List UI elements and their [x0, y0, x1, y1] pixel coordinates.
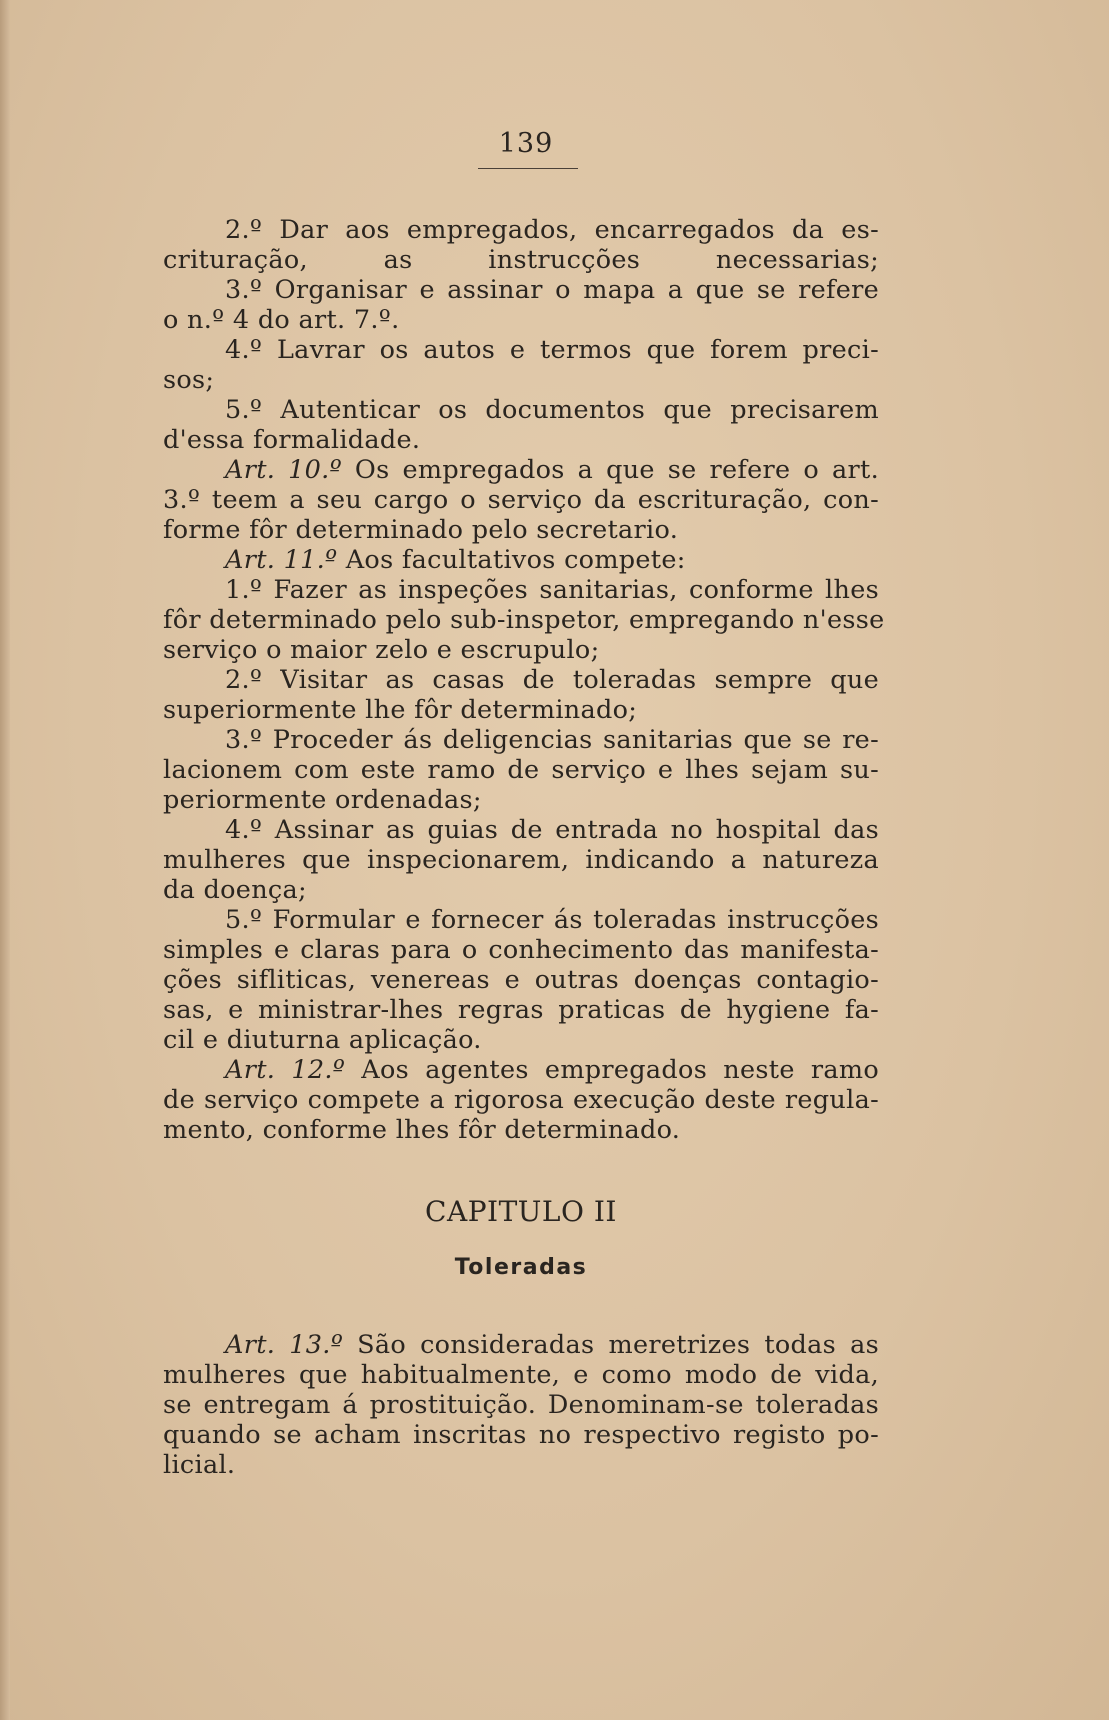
text-line: se entregam á prostituição. Denominam-se toleradas — [163, 1390, 879, 1420]
text-line: licial. — [163, 1450, 236, 1480]
text-line: mulheres que inspecionarem, indicando a natureza — [163, 845, 879, 875]
text-line: sas, e ministrar-lhes regras praticas de hygiene fa- — [163, 995, 879, 1025]
text-line: 3.º Proceder ás deligencias sanitarias que se re- — [225, 725, 879, 755]
article-heading-line: Art. 12.º Aos agentes empregados neste ramo — [225, 1055, 880, 1085]
article-heading-line: Art. 13.º São consideradas meretrizes todas as — [225, 1330, 879, 1360]
section-title: Toleradas — [454, 1255, 588, 1280]
article-heading-line: Art. 10.º Os empregados a que se refere o art. — [225, 455, 879, 485]
article-heading-line: Art. 11.º Aos facultativos compete: — [225, 545, 686, 575]
text-line: 3.º Organisar e assinar o mapa a que se refere — [225, 275, 879, 305]
text-line: o n.º 4 do art. 7.º. — [163, 305, 400, 335]
text-line: forme fôr determinado pelo secretario. — [163, 515, 679, 545]
text-line: da doença; — [163, 875, 307, 905]
text-line: quando se acham inscritas no respectivo registo po- — [163, 1420, 879, 1450]
text-line: mento, conforme lhes fôr determinado. — [163, 1115, 681, 1145]
text-line: d'essa formalidade. — [163, 425, 421, 455]
text-line: 2.º Visitar as casas de toleradas sempre que — [225, 665, 880, 695]
text-line: 1.º Fazer as inspeções sanitarias, conforme lhes — [225, 575, 879, 605]
text-line: simples e claras para o conhecimento das manifesta- — [163, 935, 879, 965]
text-line: de serviço compete a rigorosa execução deste regula- — [163, 1085, 879, 1115]
text-line: 3.º teem a seu cargo o serviço da escrituração, con- — [163, 485, 879, 515]
text-line: 2.º Dar aos empregados, encarregados da es- — [225, 215, 879, 245]
text-line: 5.º Formular e fornecer ás toleradas instrucções — [225, 905, 880, 935]
text-line: sos; — [163, 365, 215, 395]
text-line: superiormente lhe fôr determinado; — [163, 695, 638, 725]
text-line: crituração, as instrucções necessarias; — [163, 245, 879, 275]
text-line: fôr determinado pelo sub-inspetor, empregando n'esse — [163, 605, 885, 635]
text-line: serviço o maior zelo e escrupulo; — [163, 635, 600, 665]
article-13-text — [163, 1330, 879, 1480]
text-line: mulheres que habitualmente, e como modo de vida, — [163, 1360, 879, 1390]
page-binding-edge — [0, 0, 10, 1720]
text-line: cil e diuturna aplicação. — [163, 1025, 482, 1055]
chapter-title: CAPITULO II — [425, 1195, 617, 1228]
text-line: 4.º Assinar as guias de entrada no hospital das — [225, 815, 879, 845]
text-line: 4.º Lavrar os autos e termos que forem preci- — [225, 335, 879, 365]
body-text — [163, 215, 885, 1145]
text-line: 5.º Autenticar os documentos que precisarem — [225, 395, 879, 425]
text-line: ções sifliticas, venereas e outras doenças contagio- — [163, 965, 879, 995]
page-number-rule — [478, 168, 578, 169]
text-line: periormente ordenadas; — [163, 785, 482, 815]
text-line: lacionem com este ramo de serviço e lhes sejam su- — [163, 755, 879, 785]
page-number: 139 — [498, 128, 554, 159]
